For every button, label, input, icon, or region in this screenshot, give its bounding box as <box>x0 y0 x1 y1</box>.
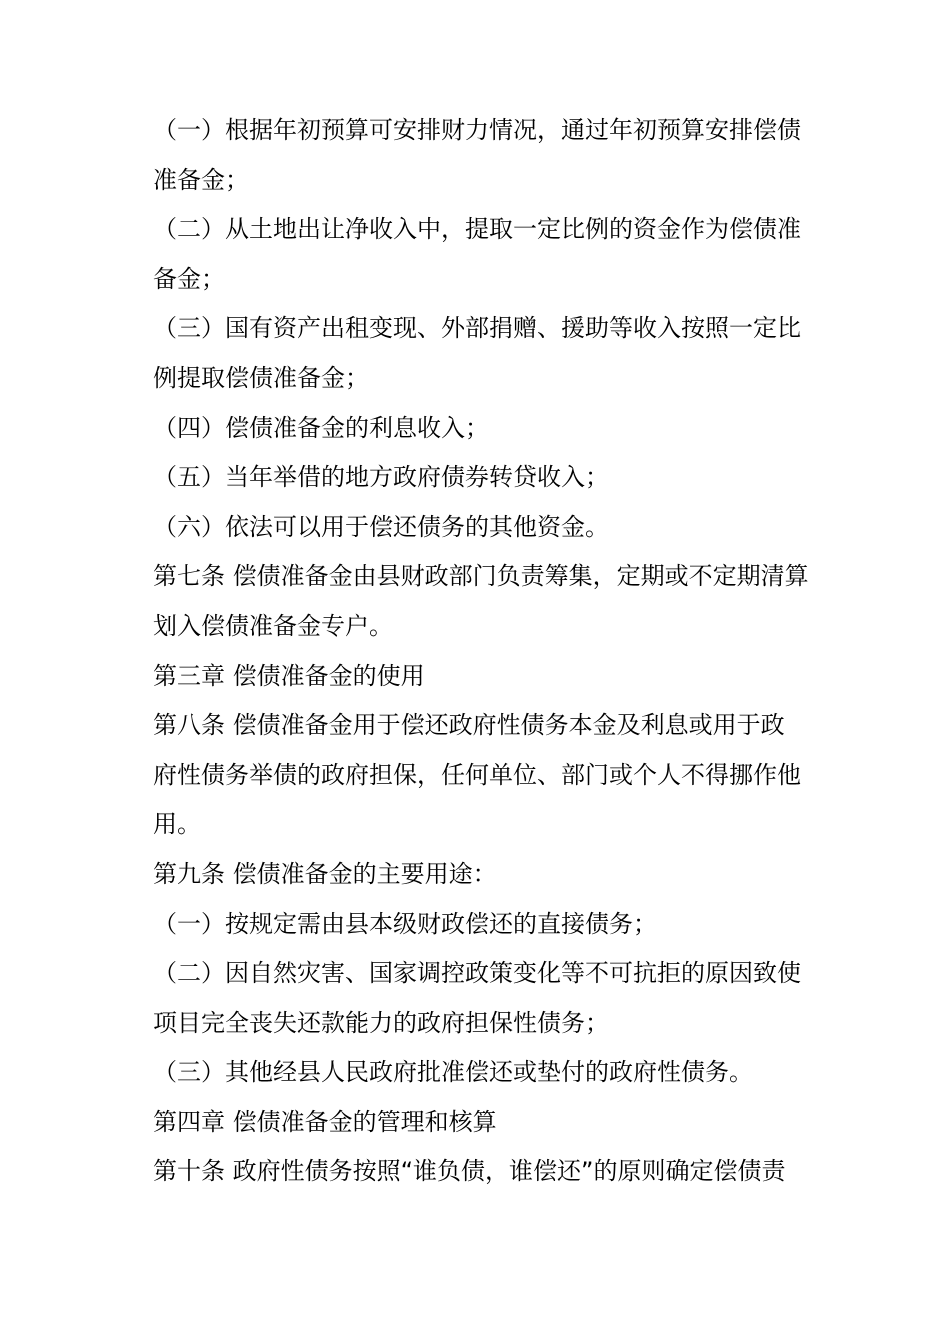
document-body <box>153 106 853 1197</box>
text-line-3: （二）从土地出让净收入中，提取一定比例的资金作为偿债准 <box>153 215 801 244</box>
text-line-20: （三）其他经县人民政府批准偿还或垫付的政府性债务。 <box>153 1058 753 1087</box>
text-line-6: 例提取偿债准备金； <box>153 363 369 392</box>
text-line-19: 项目完全丧失还款能力的政府担保性债务； <box>153 1008 609 1037</box>
text-line-2: 准备金； <box>153 165 249 194</box>
article-8-line-1: 第八条 偿债准备金用于偿还政府性债务本金及利息或用于政 <box>153 711 785 740</box>
chapter-3-heading: 第三章 偿债准备金的使用 <box>153 661 425 690</box>
text-line-5: （三）国有资产出租变现、外部捐赠、援助等收入按照一定比 <box>153 314 801 343</box>
text-line-9: （六）依法可以用于偿还债务的其他资金。 <box>153 512 609 541</box>
text-line-17: （一）按规定需由县本级财政偿还的直接债务； <box>153 909 657 938</box>
text-line-18: （二）因自然灾害、国家调控政策变化等不可抗拒的原因致使 <box>153 959 801 988</box>
text-line-7: （四）偿债准备金的利息收入； <box>153 413 489 442</box>
chapter-4-heading: 第四章 偿债准备金的管理和核算 <box>153 1107 497 1136</box>
text-line-8: （五）当年举借的地方政府债券转贷收入； <box>153 463 609 492</box>
text-line-1: （一）根据年初预算可安排财力情况，通过年初预算安排偿债 <box>153 116 801 144</box>
article-10-line-1: 第十条 政府性债务按照“谁负债，谁偿还”的原则确定偿债责 <box>153 1157 786 1186</box>
article-9-line-1: 第九条 偿债准备金的主要用途： <box>153 859 497 888</box>
article-7-line-2: 划入偿债准备金专户。 <box>153 611 393 640</box>
article-8-line-2: 府性债务举债的政府担保，任何单位、部门或个人不得挪作他 <box>153 760 801 789</box>
article-7-line-1: 第七条 偿债准备金由县财政部门负责筹集，定期或不定期清算 <box>153 562 809 591</box>
text-line-4: 备金； <box>153 264 225 293</box>
article-8-line-3: 用。 <box>153 810 201 839</box>
